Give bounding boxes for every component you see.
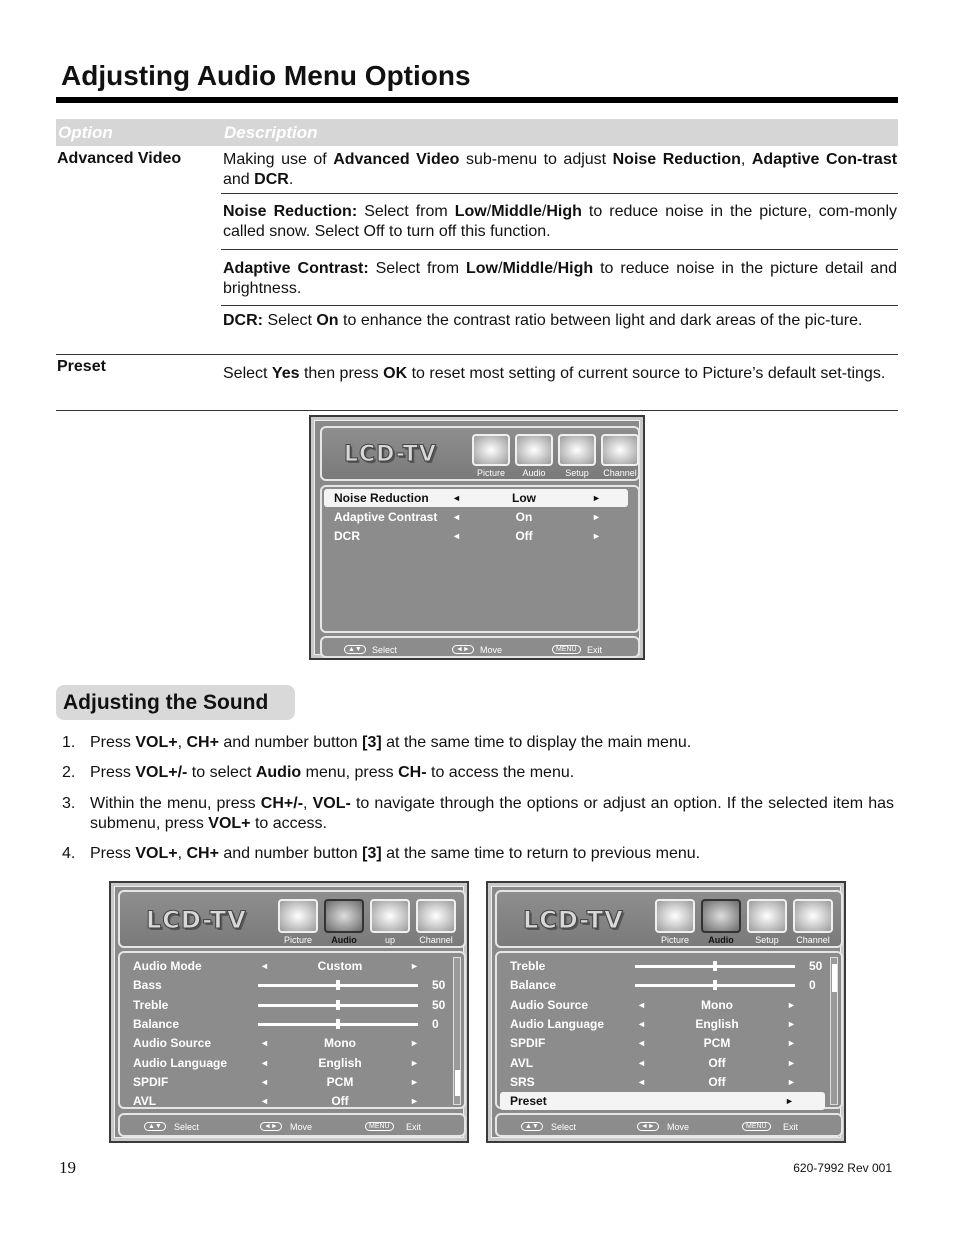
right-arrow-icon: ► [410,961,419,971]
osd-audio-menu-1 [109,881,469,1143]
divider [221,305,898,306]
picture-icon [472,434,510,466]
tab-picture: Picture [476,468,505,478]
tab-channel: Channel [419,935,453,945]
osd-row-avl: AVL ◄ Off ► [510,1055,796,1070]
left-arrow-icon: ◄ [260,1096,269,1107]
setup-icon [558,434,596,466]
menu-icon: MENU [742,1122,771,1131]
option-advanced-video: Advanced Video [57,150,182,167]
lcd-tv-logo: LCD-TV [146,906,247,934]
setup-icon [370,899,410,933]
osd-header [320,426,640,481]
page-number: 19 [59,1158,76,1177]
osd-footer: ▲▼ Select ◄► Move MENU Exit [320,636,640,658]
right-arrow-icon: ► [787,1018,796,1029]
tab-setup: Setup [755,935,779,945]
desc-preset: Select Yes then press OK to reset most setting of current source to Picture’s default set-tings. [223,365,886,382]
osd-row-audio-mode: Audio Mode ◄ Custom ► [133,959,419,973]
audio-icon [515,434,553,466]
channel-icon [416,899,456,933]
updown-icon: ▲▼ [521,1122,543,1131]
picture-icon [278,899,318,933]
step-1: 1. Press VOL+, CH+ and number button [3] at the same time to display the main menu. [62,734,692,751]
right-arrow-icon: ► [787,999,796,1010]
osd-row-preset: Preset ► [500,1092,825,1110]
desc-adaptive-contrast: Adaptive Contrast: Select from Low/Middle/High to reduce noise in the picture detail and brightness. [223,260,897,297]
document-code: 620-7992 Rev 001 [793,1161,892,1175]
osd-row-audio-language: Audio Language ◄ English ► [133,1055,419,1070]
osd-row-audio-source: Audio Source ◄ Mono ► [510,997,796,1012]
osd-body [495,951,843,1109]
audio-icon [324,899,364,933]
tab-picture: Picture [660,935,689,945]
left-arrow-icon: ◄ [260,1057,269,1068]
osd-footer: ▲▼ Select ◄► Move MENU Exit [495,1113,843,1137]
setup-icon [747,899,787,933]
divider [56,410,898,411]
right-arrow-icon: ► [787,1057,796,1068]
page-title: Adjusting Audio Menu Options [61,60,471,91]
osd-advanced-video [309,415,645,660]
level-knob [336,1019,340,1029]
menu-icon: MENU [365,1122,394,1131]
table-header [56,119,898,146]
tab-setup: Setup [565,468,589,478]
option-preset: Preset [57,358,106,375]
step-4: 4. Press VOL+, CH+ and number button [3] at the same time to return to previous menu. [62,845,701,862]
left-arrow-icon: ◄ [637,1038,646,1049]
desc-advanced-video: Making use of Advanced Video sub-menu to adjust Noise Reduction, Adaptive Con-trast and DCR. [223,151,898,188]
divider [221,193,898,194]
menu-icon: MENU [552,645,581,654]
osd-row-audio-source: Audio Source ◄ Mono ► [133,1036,419,1051]
osd-row-balance: Balance 0 [133,1016,439,1031]
osd-header [495,890,843,948]
title-rule [56,97,898,103]
left-arrow-icon: ◄ [260,1038,269,1049]
osd-row-balance: Balance 0 [510,978,816,993]
tab-picture: Picture [283,935,312,945]
osd-row-treble: Treble 50 [133,997,446,1012]
header-description: Description [224,123,318,142]
tab-audio: Audio [522,468,546,478]
tab-channel: Channel [603,468,637,478]
header-option: Option [58,123,113,142]
right-arrow-icon: ► [787,1076,796,1087]
divider [221,249,898,250]
right-arrow-icon: ► [785,1096,794,1107]
updown-icon: ▲▼ [144,1122,166,1131]
lcd-tv-logo: LCD-TV [523,906,624,934]
osd-row-avl: AVL ◄ Off ► [133,1094,419,1109]
leftright-icon: ◄► [452,645,474,654]
channel-icon [601,434,639,466]
osd-row-bass: Bass 50 [133,978,446,993]
osd-row-noise-reduction: Noise Reduction ◄ Low ► [324,489,628,507]
osd-body [118,951,466,1109]
tab-audio: Audio [331,935,357,945]
lcd-tv-logo: LCD-TV [344,442,437,467]
level-knob [336,980,340,990]
right-arrow-icon: ► [410,1076,419,1087]
left-arrow-icon: ◄ [637,1018,646,1029]
osd-row-audio-language: Audio Language ◄ English ► [510,1016,796,1031]
level-knob [336,1000,340,1010]
left-arrow-icon: ◄ [637,999,646,1010]
tab-audio: Audio [708,935,734,945]
section-heading: Adjusting the Sound [56,685,295,720]
channel-icon [793,899,833,933]
osd-audio-menu-2 [486,881,846,1143]
right-arrow-icon: ► [410,1096,419,1107]
level-knob [713,961,717,971]
desc-noise-reduction: Noise Reduction: Select from Low/Middle/High to reduce noise in the picture, com-monly called snow. Select Off to turn off this function. [223,203,898,240]
right-arrow-icon: ► [410,1038,419,1049]
osd-row-adaptive-contrast: Adaptive Contrast ◄ On ► [334,510,601,524]
tab-channel: Channel [796,935,830,945]
leftright-icon: ◄► [637,1122,659,1131]
osd-row-spdif: SPDIF ◄ PCM ► [510,1036,796,1051]
desc-dcr: DCR: Select On to enhance the contrast ratio between light and dark areas of the pic-ture. [223,312,863,329]
divider [56,354,898,355]
osd-row-treble: Treble 50 [510,959,823,973]
right-arrow-icon: ► [410,1057,419,1068]
updown-icon: ▲▼ [344,645,366,654]
leftright-icon: ◄► [260,1122,282,1131]
osd-header [118,890,466,948]
osd-body [320,485,640,633]
step-3: 3. Within the menu, press CH+/-, VOL- to navigate through the options or adjust an option. If the selected item has submenu, press VOL+ to access. [62,795,895,832]
picture-icon [655,899,695,933]
osd-row-spdif: SPDIF ◄ PCM ► [133,1074,419,1089]
right-arrow-icon: ► [787,1038,796,1049]
osd-row-srs: SRS ◄ Off ► [510,1074,796,1089]
osd-row-dcr: DCR ◄ Off ► [334,529,601,543]
left-arrow-icon: ◄ [637,1057,646,1068]
osd-footer: ▲▼ Select ◄► Move MENU Exit [118,1113,466,1137]
left-arrow-icon: ◄ [260,1076,269,1087]
left-arrow-icon: ◄ [260,961,269,971]
step-2: 2. Press VOL+/- to select Audio menu, press CH- to access the menu. [62,764,575,781]
audio-icon [701,899,741,933]
level-knob [713,980,717,990]
tab-setup: up [384,935,395,945]
left-arrow-icon: ◄ [637,1076,646,1087]
